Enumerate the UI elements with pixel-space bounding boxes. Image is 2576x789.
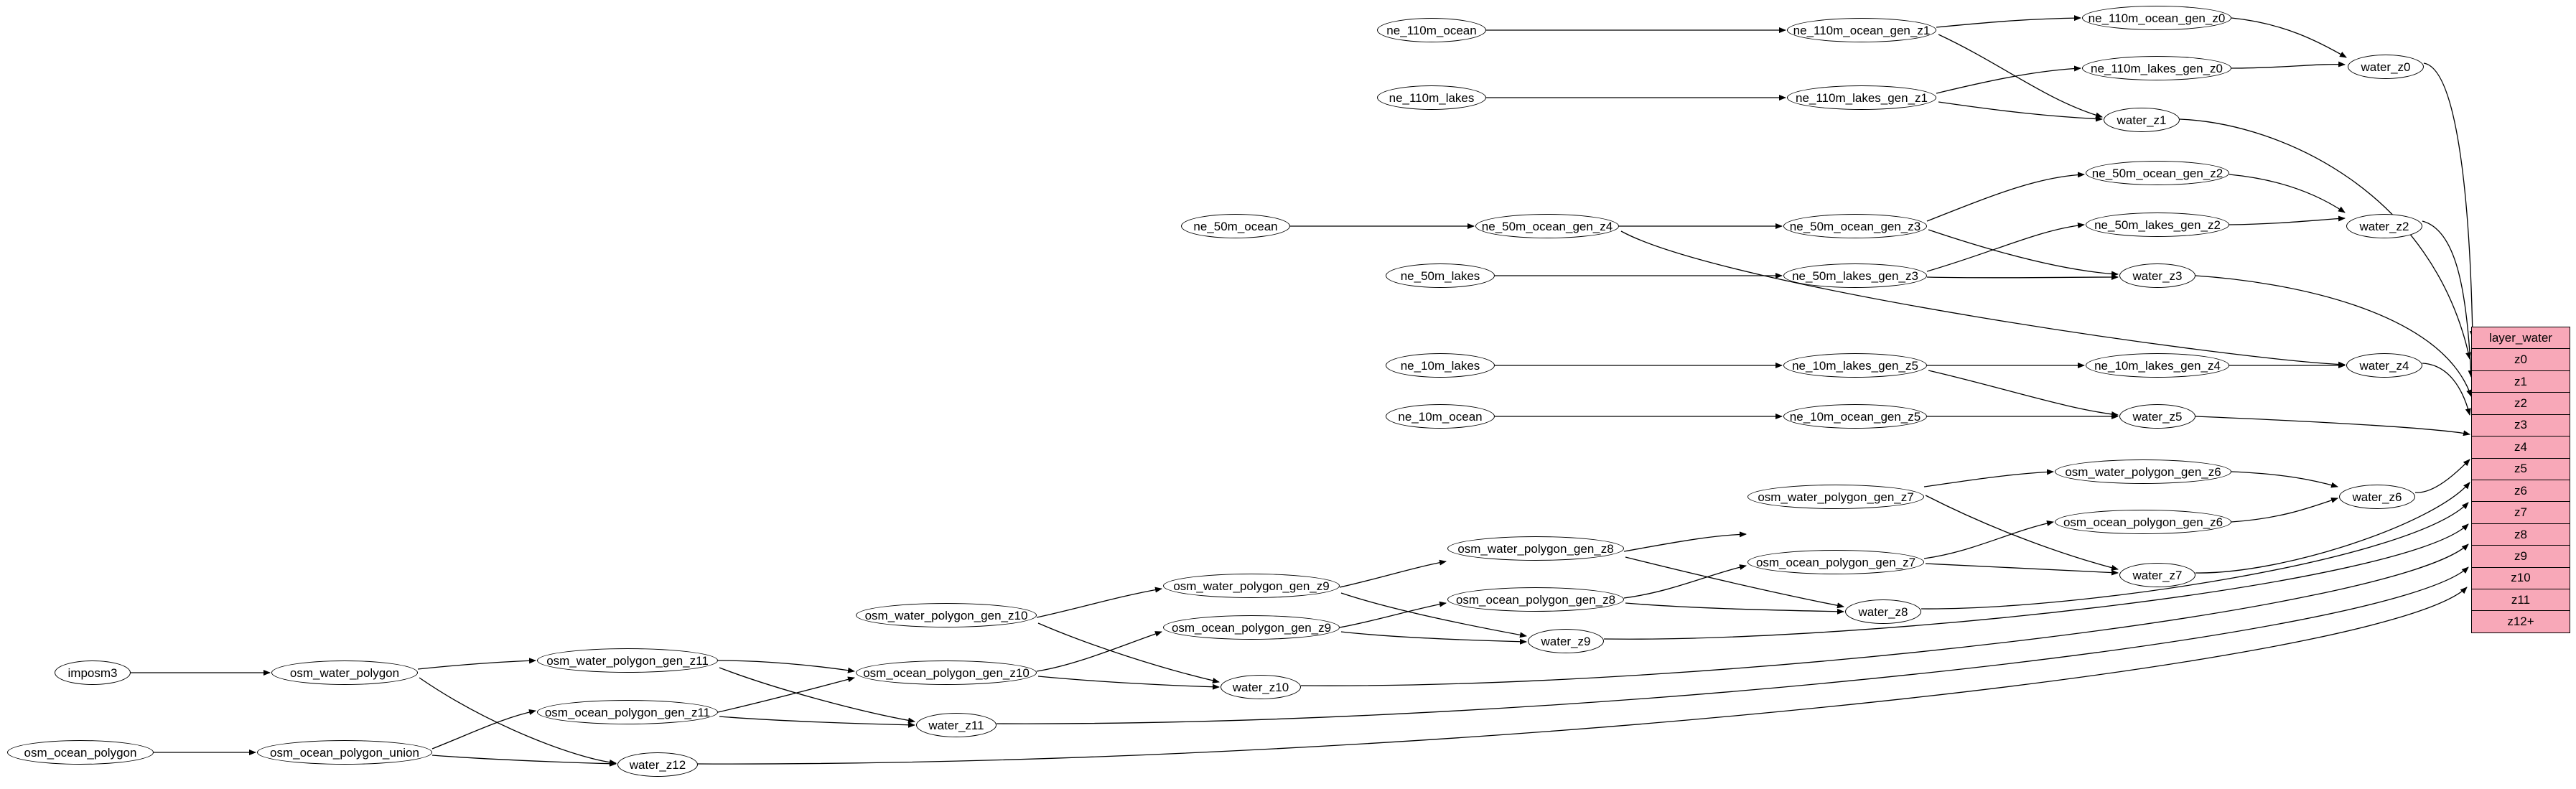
node-label: osm_water_polygon_gen_z7 — [1758, 490, 1914, 504]
node-label: osm_water_polygon — [289, 666, 400, 680]
node-label: water_z9 — [1541, 634, 1591, 648]
node-label: osm_ocean_polygon_union — [270, 745, 419, 760]
graph-node[interactable] — [1377, 18, 1486, 42]
node-label: water_z2 — [2359, 219, 2409, 233]
graph-node[interactable] — [1787, 18, 1936, 42]
graph-node[interactable] — [2082, 56, 2231, 80]
node-label: water_z1 — [2117, 113, 2167, 127]
graph-node[interactable] — [1528, 629, 1604, 653]
node-label: imposm3 — [67, 666, 118, 680]
node-label: ne_110m_ocean_gen_z0 — [2088, 11, 2226, 25]
node-label: osm_ocean_polygon_gen_z7 — [1755, 555, 1916, 569]
graph-node[interactable] — [257, 740, 432, 765]
graph-node[interactable] — [1386, 263, 1495, 288]
table-row[interactable]: z4 — [2472, 436, 2570, 458]
node-label: water_z8 — [1858, 604, 1908, 619]
graph-node[interactable] — [1783, 404, 1927, 429]
graph-node[interactable] — [1475, 214, 1619, 238]
table-row[interactable]: z10 — [2472, 568, 2570, 589]
node-label: osm_ocean_polygon — [24, 745, 137, 760]
node-label: ne_50m_ocean_gen_z4 — [1481, 219, 1613, 233]
graph-node[interactable] — [2055, 510, 2231, 534]
graph-node[interactable] — [537, 700, 718, 724]
node-label: osm_ocean_polygon_gen_z11 — [544, 705, 711, 719]
node-label: ne_110m_ocean_gen_z1 — [1793, 23, 1931, 37]
node-label: ne_110m_ocean — [1386, 23, 1477, 37]
graph-node[interactable] — [1845, 599, 1921, 624]
node-label: osm_water_polygon_gen_z11 — [546, 653, 709, 668]
node-label: water_z4 — [2359, 358, 2409, 373]
graph-node[interactable] — [2055, 459, 2231, 484]
node-label: water_z5 — [2132, 409, 2183, 424]
graph-node[interactable] — [617, 752, 698, 777]
node-label: osm_water_polygon_gen_z8 — [1457, 541, 1614, 556]
node-label: osm_water_polygon_gen_z10 — [864, 608, 1028, 622]
node-label: osm_ocean_polygon_gen_z6 — [2063, 515, 2223, 529]
graph-node[interactable] — [1377, 85, 1486, 110]
node-label: ne_50m_lakes_gen_z2 — [2094, 218, 2221, 232]
node-label: ne_50m_ocean_gen_z3 — [1789, 219, 1921, 233]
graph-node[interactable] — [2348, 55, 2424, 79]
table-header: layer_water — [2472, 327, 2570, 349]
table-row[interactable]: z3 — [2472, 415, 2570, 436]
node-label: ne_50m_ocean_gen_z2 — [2091, 166, 2223, 180]
node-label: water_z3 — [2132, 269, 2183, 283]
table-row[interactable]: z12+ — [2472, 611, 2570, 632]
node-label: ne_50m_lakes — [1400, 269, 1480, 283]
node-label: ne_10m_lakes — [1400, 358, 1480, 373]
node-label: ne_10m_ocean — [1398, 409, 1483, 424]
node-label: osm_water_polygon_gen_z9 — [1173, 579, 1330, 593]
node-label: osm_ocean_polygon_gen_z10 — [863, 666, 1030, 680]
node-label: osm_ocean_polygon_gen_z8 — [1455, 592, 1616, 607]
graph-node[interactable] — [2086, 213, 2229, 237]
node-label: ne_110m_lakes — [1389, 90, 1475, 105]
node-label: ne_10m_ocean_gen_z5 — [1789, 409, 1921, 424]
graph-node[interactable] — [916, 713, 997, 737]
node-label: water_z12 — [629, 757, 686, 772]
graph-node[interactable] — [2086, 353, 2229, 378]
graph-node[interactable] — [1783, 353, 1927, 378]
graph-node[interactable] — [1747, 550, 1924, 574]
graph-node[interactable] — [2346, 214, 2422, 238]
graph-node[interactable] — [2082, 6, 2231, 30]
graph-node[interactable] — [1447, 587, 1624, 612]
node-label: ne_110m_lakes_gen_z1 — [1796, 90, 1928, 105]
graph-node[interactable] — [1386, 404, 1495, 429]
graph-node[interactable] — [2346, 353, 2422, 378]
node-label: water_z10 — [1232, 680, 1289, 694]
table-row[interactable]: z0 — [2472, 349, 2570, 370]
graph-node[interactable] — [55, 660, 131, 685]
graph-node[interactable] — [2119, 263, 2195, 288]
graph-node[interactable] — [856, 603, 1037, 627]
table-row[interactable]: z1 — [2472, 371, 2570, 393]
graph-node[interactable] — [1783, 214, 1927, 238]
graph-node[interactable] — [1181, 214, 1290, 238]
layer-water-table[interactable] — [2471, 327, 2570, 633]
graph-node[interactable] — [537, 648, 718, 673]
table-row[interactable]: z5 — [2472, 459, 2570, 480]
node-label: ne_10m_lakes_gen_z5 — [1792, 358, 1918, 373]
graph-node[interactable] — [1163, 615, 1340, 640]
graph-node[interactable] — [271, 660, 418, 685]
table-row[interactable]: z11 — [2472, 589, 2570, 611]
graph-node[interactable] — [1787, 85, 1936, 110]
table-row[interactable]: z9 — [2472, 546, 2570, 567]
graph-node[interactable] — [856, 660, 1037, 685]
graph-node[interactable] — [2104, 108, 2180, 132]
node-label: osm_ocean_polygon_gen_z9 — [1171, 620, 1332, 635]
node-label: water_z6 — [2352, 490, 2402, 504]
table-row[interactable]: z8 — [2472, 524, 2570, 546]
node-label: water_z0 — [2361, 60, 2411, 74]
node-label: osm_water_polygon_gen_z6 — [2065, 464, 2221, 479]
graph-node[interactable] — [2119, 563, 2195, 587]
table-row[interactable]: z6 — [2472, 480, 2570, 502]
node-label: ne_10m_lakes_gen_z4 — [2094, 358, 2221, 373]
graph-node[interactable] — [1386, 353, 1495, 378]
table-row[interactable]: z2 — [2472, 393, 2570, 414]
table-row[interactable]: z7 — [2472, 502, 2570, 523]
graph-node[interactable] — [1221, 675, 1301, 699]
node-label: water_z11 — [928, 718, 984, 732]
node-label: water_z7 — [2132, 568, 2183, 582]
node-label: ne_50m_ocean — [1193, 219, 1278, 233]
graph-node[interactable] — [1447, 536, 1624, 561]
graph-node[interactable] — [1747, 485, 1924, 509]
graph-node[interactable] — [2339, 485, 2415, 509]
graph-node[interactable] — [1783, 263, 1927, 288]
graph-node[interactable] — [7, 740, 154, 765]
node-label: ne_110m_lakes_gen_z0 — [2091, 61, 2223, 75]
graph-node[interactable] — [2086, 161, 2229, 185]
graph-node[interactable] — [2119, 404, 2195, 429]
node-label: ne_50m_lakes_gen_z3 — [1792, 269, 1918, 283]
graph-node[interactable] — [1163, 574, 1340, 598]
